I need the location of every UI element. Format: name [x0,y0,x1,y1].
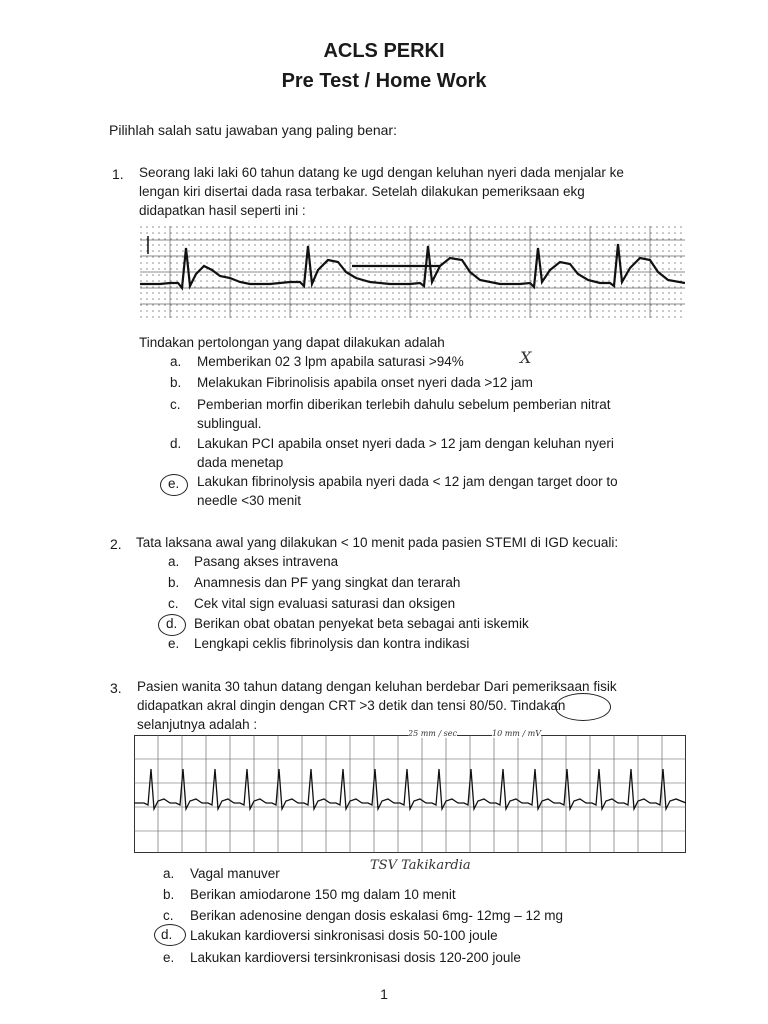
q1-option-c-letter: c. [170,397,181,412]
q2-option-d-letter: d. [166,616,178,631]
q2-option-b-letter: b. [168,575,180,590]
tension-circle [555,693,611,721]
q1-option-d-letter: d. [170,436,182,451]
question-3-number: 3. [110,680,122,696]
question-2-text: Tata laksana awal yang dilakukan < 10 menit pada pasien STEMI di IGD kecuali: [136,535,619,550]
q2-option-d: Berikan obat obatan penyekat beta sebagai anti iskemik [194,616,529,631]
q2-option-b: Anamnesis dan PF yang singkat dan terarah [194,575,461,590]
question-1-line: didapatkan hasil seperti ini : [139,203,306,218]
question-1-prompt: Tindakan pertolongan yang dapat dilakukan adalah [139,335,445,350]
q1-option-e-line: needle <30 menit [197,493,301,508]
ecg-strip-1 [140,226,685,318]
q1-option-c [197,395,610,433]
q2-option-c-letter: c. [168,596,179,611]
question-2-number: 2. [110,536,122,552]
hand-mark-x: X [520,348,532,367]
q1-option-e-line: Lakukan fibrinolysis apabila nyeri dada < 12 jam dengan target door to [197,474,618,489]
question-1-text [139,163,624,220]
q2-option-e-letter: e. [168,636,180,651]
q1-option-e [197,472,618,510]
q1-option-a-letter: a. [170,354,182,369]
question-1-line: lengan kiri disertai dada rasa terbakar. Setelah dilakukan pemeriksaan ekg [139,184,585,199]
q3-option-a-letter: a. [163,866,175,881]
instruction-text: Pilihlah salah satu jawaban yang paling benar: [109,122,397,138]
q3-option-c: Berikan adenosine dengan dosis eskalasi 6mg- 12mg – 12 mg [190,908,563,923]
page-title: ACLS PERKI [323,40,445,62]
q1-option-c-line: sublingual. [197,416,262,431]
q2-option-a: Pasang akses intravena [194,554,339,569]
question-3-line: selanjutnya adalah : [137,717,258,732]
q3-option-b: Berikan amiodarone 150 mg dalam 10 menit [190,887,456,902]
ecg-speed-label: 25 mm / sec [408,729,457,738]
q1-option-e-letter: e. [168,476,180,491]
page-subtitle: Pre Test / Home Work [281,70,487,92]
q3-option-c-letter: c. [163,908,174,923]
q2-option-e: Lengkapi ceklis fibrinolysis dan kontra indikasi [194,636,470,651]
q3-option-d-letter: d. [161,927,173,942]
q1-option-a: Memberikan 02 3 lpm apabila saturasi >94% [197,354,464,369]
question-1-line: Seorang laki laki 60 tahun datang ke ugd dengan keluhan nyeri dada menjalar ke [139,165,624,180]
ecg-strip-2 [134,735,686,853]
q1-option-c-line: Pemberian morfin diberikan terlebih dahulu sebelum pemberian nitrat [197,397,611,412]
question-3-text [137,677,617,734]
question-1-number: 1. [112,166,124,182]
question-3-line: didapatkan akral dingin dengan CRT >3 detik dan tensi 80/50. Tindakan [137,698,566,713]
q3-option-b-letter: b. [163,887,175,902]
q1-option-d-line: dada menetap [197,455,284,470]
question-3-line: Pasien wanita 30 tahun datang dengan keluhan berdebar Dari pemeriksaan fisik [137,679,617,694]
q3-option-e: Lakukan kardioversi tersinkronisasi dosis 120-200 joule [190,950,521,965]
q1-option-d-line: Lakukan PCI apabila onset nyeri dada > 12 jam dengan keluhan nyeri [197,436,614,451]
q1-option-d [197,434,614,472]
q3-option-d: Lakukan kardioversi sinkronisasi dosis 50-100 joule [190,928,498,943]
q3-option-a: Vagal manuver [190,866,280,881]
page-number: 1 [380,986,388,1002]
q1-option-b: Melakukan Fibrinolisis apabila onset nyeri dada >12 jam [197,375,533,390]
ecg-gain-label: 10 mm / mV [492,729,542,738]
hand-note: TSV Takikardia [370,858,471,873]
q1-option-b-letter: b. [170,375,182,390]
q2-option-a-letter: a. [168,554,180,569]
q2-option-c: Cek vital sign evaluasi saturasi dan oksigen [194,596,456,611]
q3-option-e-letter: e. [163,950,175,965]
